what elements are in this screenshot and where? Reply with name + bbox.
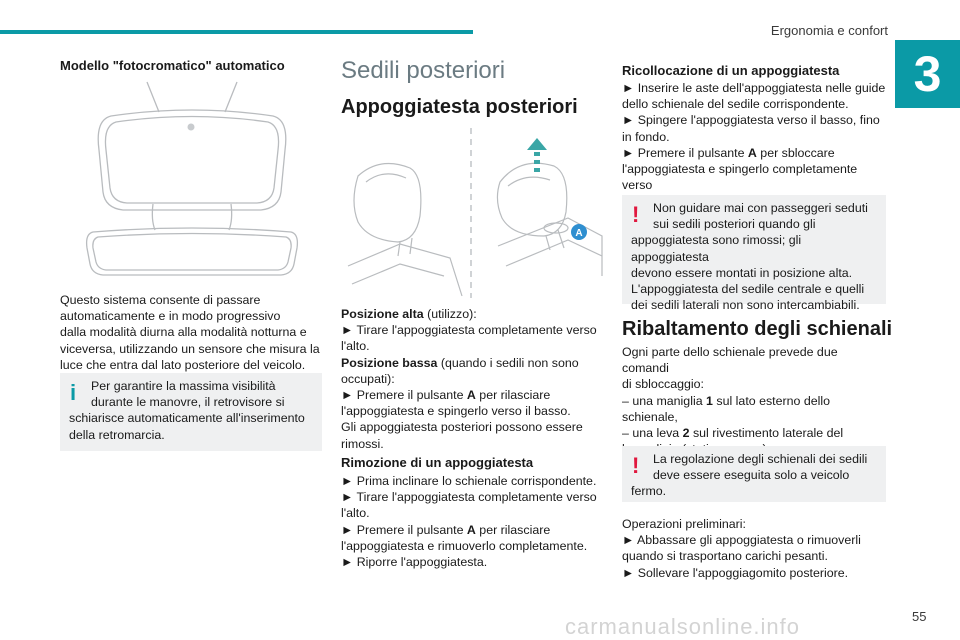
page-number: 55	[912, 609, 927, 624]
warning-icon: !	[632, 453, 640, 478]
section-title-rear-seats: Sedili posteriori	[341, 57, 506, 84]
removal-heading: Rimozione di un appoggiatesta	[341, 455, 534, 470]
warning-note-backrest: ! La regolazione degli schienali dei sedili deve essere eseguita solo a veicolo fermo.	[622, 446, 886, 502]
header-accent-bar	[0, 30, 473, 34]
chapter-number-badge: 3	[895, 40, 960, 108]
fold-backrest-heading: Ribaltamento degli schienali	[622, 318, 893, 340]
preliminary-operations: Operazioni preliminari: ► Abbassare gli appoggiatesta o rimuoverli quando si trasportano carichi pesanti. ► Sollevare l'appoggiagomito posteriore.	[622, 517, 861, 580]
button-a-callout: A	[575, 228, 583, 239]
high-position-text: Posizione alta (utilizzo): ► Tirare l'appoggiatesta completamente verso l'alto. Posizione bassa (quando i sedili non sono occupati): ► Premere il pulsante A per rilasciare l'appoggiatesta e spingerlo verso il basso. Gli appoggiatesta posteriori possono essere rimossi.	[341, 307, 597, 451]
photochromic-description: Questo sistema consente di passare automaticamente e in modo progressivo dalla modalità diurna alla modalità notturna e viceversa, utilizzando un sensore che misura la luce che entra dal lato posteriore del veicolo.	[60, 293, 320, 372]
info-icon: i	[70, 380, 77, 405]
reinstall-steps: ► Inserire le aste dell'appoggiatesta nelle guide dello schienale del sedile corrispondente. ► Spingere l'appoggiatesta verso il basso, fino in fondo. ► Premere il pulsante A per sbloccare l'appoggiatesta e spingerlo completamente verso	[622, 81, 886, 193]
running-header-title: Ergonomia e confort	[770, 23, 888, 38]
watermark: carmanualsonline.info	[565, 614, 801, 639]
pull-up-arrow-icon	[527, 138, 547, 172]
reinstall-heading: Ricollocazione di un appoggiatesta	[622, 63, 840, 78]
subsection-title-rear-headrests: Appoggiatesta posteriori	[341, 96, 578, 118]
info-note-visibility: i Per garantire la massima visibilità durante le manovre, il retrovisore si schiarisce automaticamente all'inserimento della retromarcia.	[60, 373, 322, 451]
warning-note-headrests: ! Non guidare mai con passeggeri seduti sui sedili posteriori quando gli appoggiatesta sono rimossi; gli appoggiatesta devono essere montati in posizione alta. L'appoggiatesta del sedile centrale e quelli dei sedili laterali non sono intercambiabili.	[622, 195, 886, 304]
photochromic-heading: Modello "fotocromatico" automatico	[60, 58, 285, 73]
removal-steps: ► Prima inclinare lo schienale corrispondente. ► Tirare l'appoggiatesta completamente verso l'alto. ► Premere il pulsante A per rilasciare l'appoggiatesta e rimuoverlo completamente. ► Riporre l'appoggiatesta.	[341, 474, 597, 570]
warning-icon: !	[632, 202, 640, 227]
fold-backrest-text: Ogni parte dello schienale prevede due comandi di sbloccaggio: – una maniglia 1 sul lato esterno dello schienale, – una leva 2 sul rivestimento laterale del	[622, 345, 844, 441]
rear-view-mirror-illustration	[85, 80, 300, 280]
rear-headrest-illustration	[340, 126, 605, 301]
